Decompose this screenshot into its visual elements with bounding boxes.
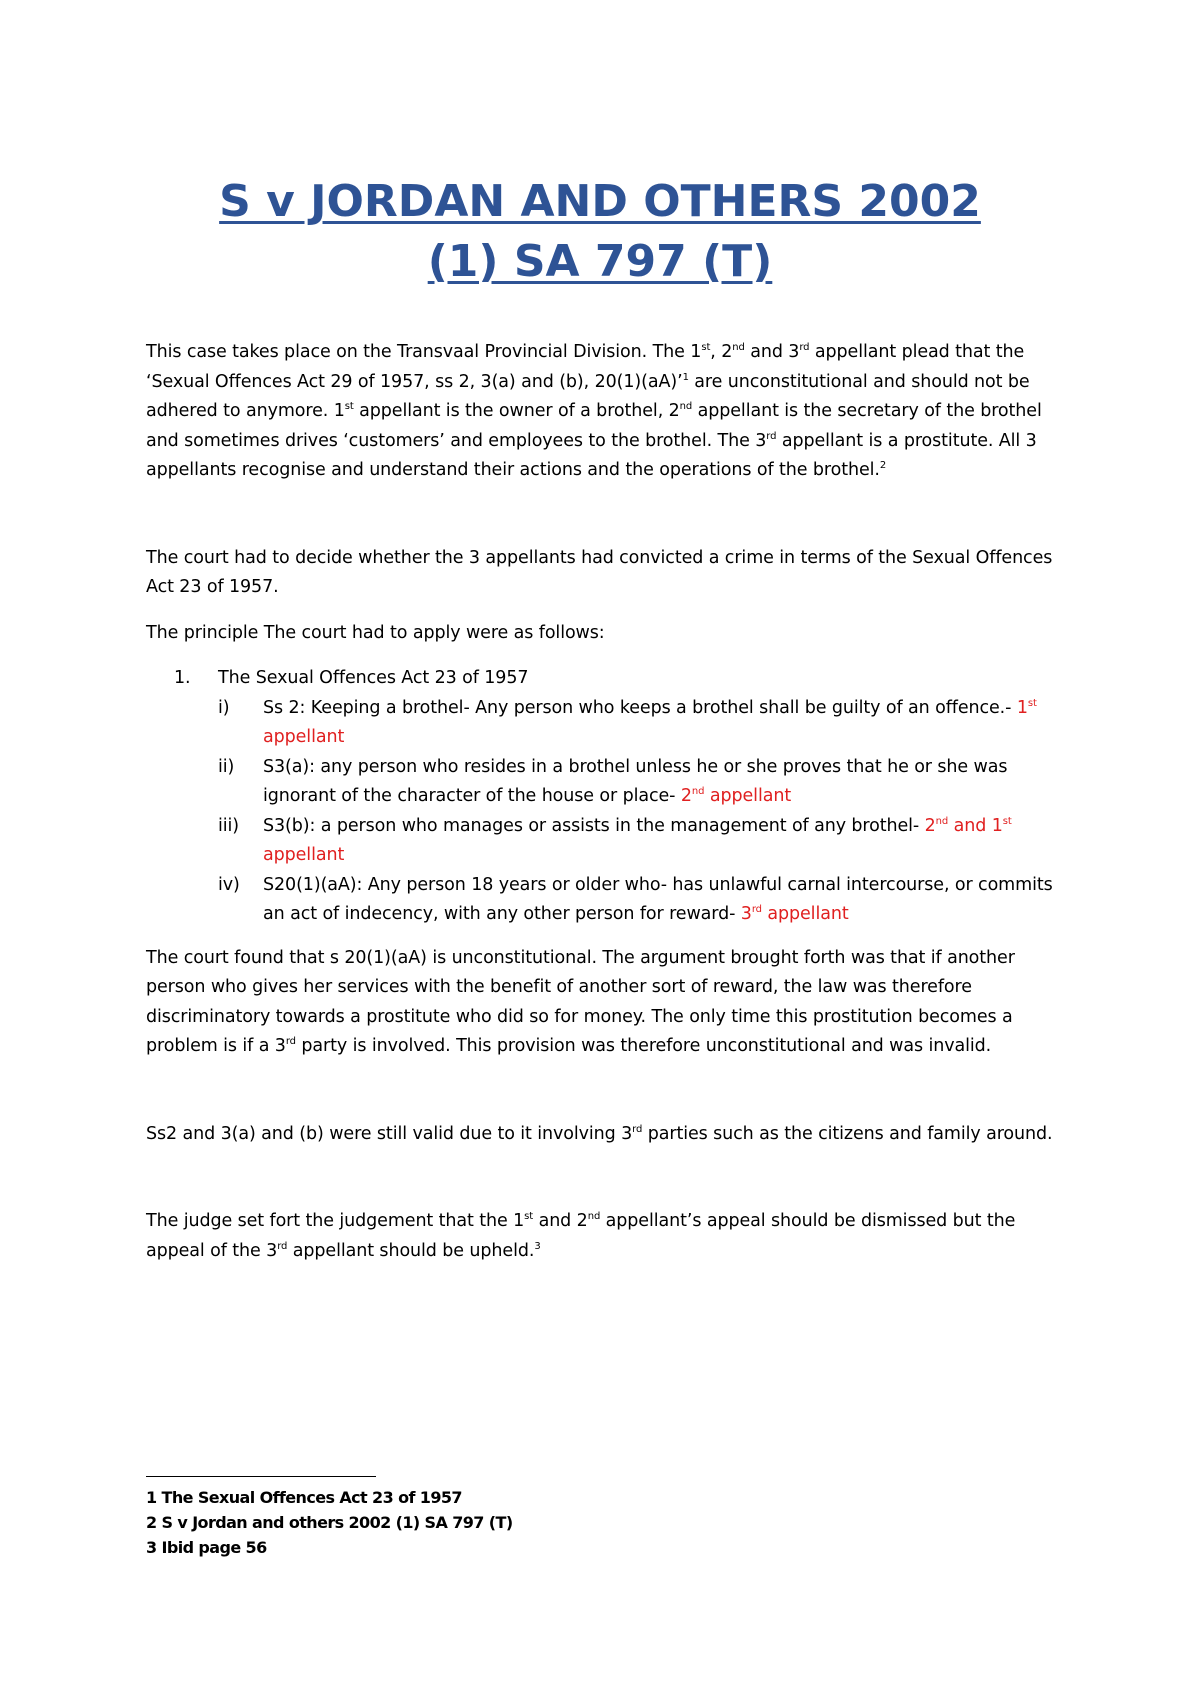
footnote-2: 2 S v Jordan and others 2002 (1) SA 797 (T): [146, 1513, 513, 1532]
sublist-item: iii) S3(b): a person who manages or assists in the management of any brothel- 2nd and 1st appellant: [218, 812, 1076, 871]
case-intro-paragraph: This case takes place on the Transvaal Provincial Division. The 1st, 2nd and 3rd appellant plead that the ‘Sexual Offences Act 29 of 1957, ss 2, 3(a) and (b), 20(1)(aA)’$^1$ are unconstitutional and should not be adhered to anymore. 1st appellant is the owner of a brothel, 2nd appellant is the secretary of the brothel and sometimes drives ‘customers’ and employees to the brothel. The 3rd appellant is a prostitute. All 3 appellants recognise and understand their actions and the operations of the brothel.$^2$: [146, 342, 1042, 480]
sublist-item: i) Ss 2: Keeping a brothel- Any person who keeps a brothel shall be guilty of an offence.- 1st appellant: [218, 694, 1076, 753]
section-sublist: [218, 694, 1076, 930]
roman-numeral: iii): [218, 815, 240, 836]
appellant-annotation: 1st appellant: [263, 697, 1037, 747]
footnote-ref-1: 1: [682, 371, 689, 383]
sublist-item: ii) S3(a): any person who resides in a brothel unless he or she proves that he or she was ignorant of the character of the house or place- 2nd appellant: [218, 753, 1076, 812]
list-number: 1.: [174, 668, 191, 688]
footnote-separator: [146, 1476, 376, 1477]
roman-numeral: iv): [218, 874, 240, 895]
principles-list: [146, 664, 1076, 930]
list-item: [174, 664, 1076, 930]
title-line-2: (1) SA 797 (T): [427, 236, 773, 287]
list-heading: The Sexual Offences Act 23 of 1957: [218, 668, 529, 688]
sublist-item: iv) S20(1)(aA): Any person 18 years or older who- has unlawful carnal intercourse, or commits an act of indecency, with any other person for reward- 3rd appellant: [218, 871, 1076, 930]
principle-intro-paragraph: The principle The court had to apply were as follows:: [146, 622, 605, 643]
page-title: [100, 172, 1100, 292]
document-body: [146, 338, 1076, 1266]
appellant-annotation: 2nd appellant: [680, 786, 792, 806]
validity-paragraph: Ss2 and 3(a) and (b) were still valid due to it involving 3rd parties such as the citizens and family around.: [146, 1123, 1053, 1144]
judgement-paragraph: The judge set fort the judgement that the 1st and 2nd appellant’s appeal should be dismissed but the appeal of the 3rd appellant should be upheld.$^3$: [146, 1211, 1016, 1261]
roman-numeral: ii): [218, 756, 235, 777]
footnote-ref-2: 2: [879, 460, 887, 472]
footnotes: [146, 1485, 513, 1560]
footnote-1: 1 The Sexual Offences Act 23 of 1957: [146, 1488, 462, 1507]
appellant-annotation: 3rd appellant: [740, 904, 849, 924]
footnote-ref-3: 3: [534, 1240, 541, 1252]
finding-paragraph: The court found that s 20(1)(aA) is unconstitutional. The argument brought forth was that if another person who gives her services with the benefit of another sort of reward, the law was therefore discriminatory towards a prostitute who did so for money. The only time this prostitution becomes a problem is if a 3rd party is involved. This provision was therefore unconstitutional and was invalid.: [146, 947, 1015, 1056]
question-paragraph: The court had to decide whether the 3 appellants had convicted a crime in terms of the Sexual Offences Act 23 of 1957.: [146, 547, 1053, 597]
appellant-annotation: 2nd and 1st appellant: [263, 815, 1012, 865]
roman-numeral: i): [218, 697, 230, 718]
footnote-3: 3 Ibid page 56: [146, 1538, 267, 1557]
title-line-1: S v JORDAN AND OTHERS 2002: [219, 176, 981, 227]
